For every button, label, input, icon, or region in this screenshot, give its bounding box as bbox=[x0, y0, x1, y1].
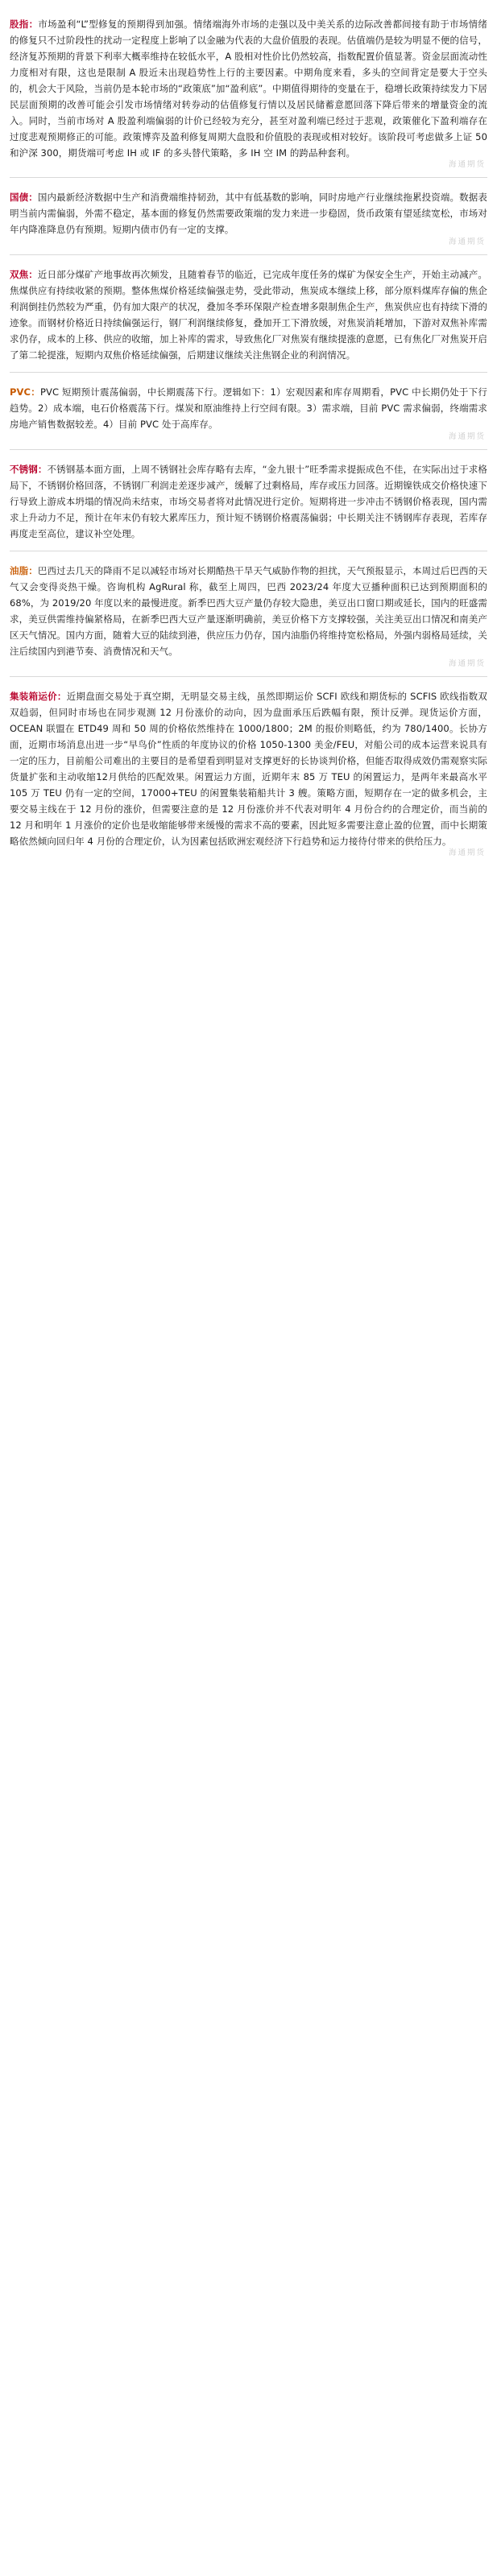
paragraph-double-coke bbox=[10, 266, 487, 363]
paragraph-treasury-bond bbox=[10, 189, 487, 237]
section-divider bbox=[10, 372, 487, 373]
section-pvc bbox=[10, 384, 487, 450]
paragraph-pvc bbox=[10, 384, 487, 432]
section-divider bbox=[10, 449, 487, 450]
paragraph-stock-index bbox=[10, 16, 487, 161]
watermark-pvc: 海通期货 bbox=[448, 431, 486, 441]
section-body-stainless-steel: 不锈钢基本面方面，上周不锈钢社会库存略有去库，“金九银十”旺季需求提振成色不佳，在实际出过于求格局下，不锈钢价格回落，不锈钢厂利润走差逐步减产，缓解了过剩格局，库存或压力回落。近期镍铁成交价格快速下行导致上游成本坍塌的情况尚未结束，市场交易者将对此情况进行定价。短期将进一步冲击不锈钢价格表现，国内需求上升动力不足，预计在年末仍有较大累库压力，预计短不锈钢价格震荡偏弱；中长期关注不锈钢库存表现，若库存再度走至高位，建议补空处理。 bbox=[10, 463, 487, 539]
section-body-double-coke: 近日部分煤矿产地事故再次频发，且随着春节的临近，已完成年度任务的煤矿为保安全生产，开始主动减产。焦煤供应有持续收紧的预期。整体焦煤价格延续偏强走势，受此带动，焦炭成本继续上移，部分原料煤库存偏的焦企利润倒挂仍然较为严重，仍有加大限产的状况，叠加冬季环保限产检查增多限制焦企生产，焦炭供应也有持续下滑的迹象。而钢材价格近日持续偏强运行，钢厂利润继续修复，叠加开工下滑放缓，对焦炭消耗增加，下游对双焦补库需求仍存，成本的上移、供应的收缩，加上补库的需求，导致焦化厂对焦炭有继续提涨的意愿，已有焦化厂对焦炭开启了第二轮提涨，短期内双焦价格延续偏强，后期建议继续关注焦钢企业的利润情况。 bbox=[10, 268, 487, 361]
section-body-treasury-bond: 国内最新经济数据中生产和消费端维持韧劲，其中有低基数的影响，同时房地产行业继续拖累投资端。数据表明当前内需偏弱，外需不稳定，基本面的修复仍然需要政策端的发力来进一步稳固，货币政策有望延续宽松，市场对年内降准降息仍有预期。短期内债市仍有一定的支撑。 bbox=[10, 192, 487, 235]
section-body-pvc: PVC 短期预计震荡偏弱，中长期震荡下行。逻辑如下：1）宏观因素和库存周期看，PVC 中长期仍处于下行趋势。2）成本端，电石价格震荡下行。煤炭和原油维持上行空间有限。3）需求端，目前 PVC 需求偏弱，终端需求房地产销售数据较差。4）目前 PVC 处于高库存。 bbox=[10, 386, 488, 430]
section-divider bbox=[10, 676, 487, 677]
section-stock-index bbox=[10, 16, 487, 179]
section-oils-fats bbox=[10, 563, 487, 677]
section-stainless-steel bbox=[10, 461, 487, 552]
section-label-double-coke: 双焦： bbox=[10, 268, 38, 280]
paragraph-oils-fats bbox=[10, 563, 487, 659]
paragraph-container-shipping bbox=[10, 688, 487, 849]
section-label-stainless-steel: 不锈钢： bbox=[10, 463, 48, 475]
watermark-stock-index: 海通期货 bbox=[448, 160, 486, 169]
section-label-treasury-bond: 国债： bbox=[10, 192, 38, 203]
watermark-treasury-bond: 海通期货 bbox=[448, 237, 486, 246]
section-label-stock-index: 股指： bbox=[10, 18, 39, 30]
section-body-stock-index: 市场盈利“L”型修复的预期得到加强。情绪端海外市场的走强以及中美关系的边际改善都间接有助于市场情绪的修复只不过阶段性的扰动一定程度上影响了以金融为代表的大盘价值股的表现。估值端仍是较为明显不便的信号，经济复苏预期的背景下利率大概率维持在较低水平，A 股相对性价比仍然较高，指数配置价值显著。资金层面流动性力度相对有限，这也是限制 A 股近未出现趋势性上行的主要因素。中期角度来看，多头的空间背定是要大于空头的，机会大于风险，当前仍是本轮市场的“政策底”加“盈利底”。中期值得期待的变量在于，稳增长政策持续发力下居民层面预期的改善可能会引发市场情绪对转券动的估值修复行情以及居民储蓄意愿回落下降后带来的增量资金的流入。同时，当前市场对 A 股盈利端偏弱的计价已经较为充分，甚至对盈利端已经过于悲观，政策催化下盈利端存在过度悲观预期修正的可能。政策博弈及盈利修复周期大盘股和价值股的表现或相对较好。该阶段可考虑做多上证 50 和沪深 300，期货端可考虑 IH 或 IF 的多头替代策略，多 IH 空 IM 的跨品种套利。 bbox=[10, 18, 487, 159]
section-body-oils-fats: 巴西过去几天的降雨不足以减轻市场对长期酷热干旱天气威胁作物的担扰，天气预报显示，本周过后巴西的天气又会变得炎热干燥。咨询机构 AgRural 称，截至上周四，巴西 2023/24 年度大豆播种面积已达到预期面积的 68%，为 2019/20 年度以来的最慢进度。新季巴西大豆产量仍存较大隐患，美豆出口窗口期或延长，国内的旺盛需求，美豆供需维持偏紧格局，在新季巴西大豆产量逐渐明确前，美豆价格下方支撑较强，关注美豆出口情况和南美产区天气情况。国内方面，随着大豆的陆续到港，供应压力仍存，国内油脂仍将维持宽松格局，外强内弱格局延续，关注后续国内到港节奏、消费情况和天气。 bbox=[10, 565, 487, 657]
paragraph-stainless-steel bbox=[10, 461, 487, 542]
watermark-oils-fats: 海通期货 bbox=[448, 658, 486, 668]
section-body-container-shipping: 近期盘面交易处于真空期，无明显交易主线，虽然即期运价 SCFI 欧线和期货标的 SCFIS 欧线指数双双趋弱，但同时市场也在同步观测 12 月份涨价的动向，因为盘面承压后跌幅有限，预计反弹。现货运价方面，OCEAN 联盟在 ETD49 周和 50 周的价格依然维持在 1000/1800；2M 的报价则略低，约为 780/1400。长协方面，近期市场消息出进一步“早鸟价”性质的年度协议的价格 1050-1300 美金/FEU，对船公司的成本运营来说具有一定的压力，目前船公司难出的主要目的是希望看到明显对支撑更好的长协谈判价格，但能否取得成效仍需观察实际货量扩张和主动收缩12月供给的匹配效果。闲置运力方面，近期年末 85 万 TEU 的闲置运力，是两年来最高水平 105 万 TEU 仍有一定的空间，17000+TEU 的闲置集装箱船共计 3 艘。策略方面，短期存在一定的做多机会，主要交易主线在于 12 月份的涨价，但需要注意的是 12 月份涨价并不代表对明年 4 月份合约的合理定价，而当前的 12 月和明年 1 月涨价的定价也是收缩能够带来缓慢的需求不高的要素，因此短多需要注意止盈的位置，而中长期策略依然倾向回归年 4 月份的合理定价，认为因素包括欧洲宏观经济下行趋势和运力接待付带来的供给压力。 bbox=[10, 690, 487, 847]
section-container-shipping bbox=[10, 688, 487, 859]
section-divider bbox=[10, 177, 487, 178]
section-label-container-shipping: 集装箱运价： bbox=[10, 690, 67, 702]
section-label-oils-fats: 油脂： bbox=[10, 565, 38, 576]
section-label-pvc: PVC： bbox=[10, 386, 40, 398]
section-double-coke bbox=[10, 266, 487, 374]
section-treasury-bond bbox=[10, 189, 487, 255]
watermark-container-shipping: 海通期货 bbox=[448, 848, 486, 857]
section-divider bbox=[10, 254, 487, 255]
